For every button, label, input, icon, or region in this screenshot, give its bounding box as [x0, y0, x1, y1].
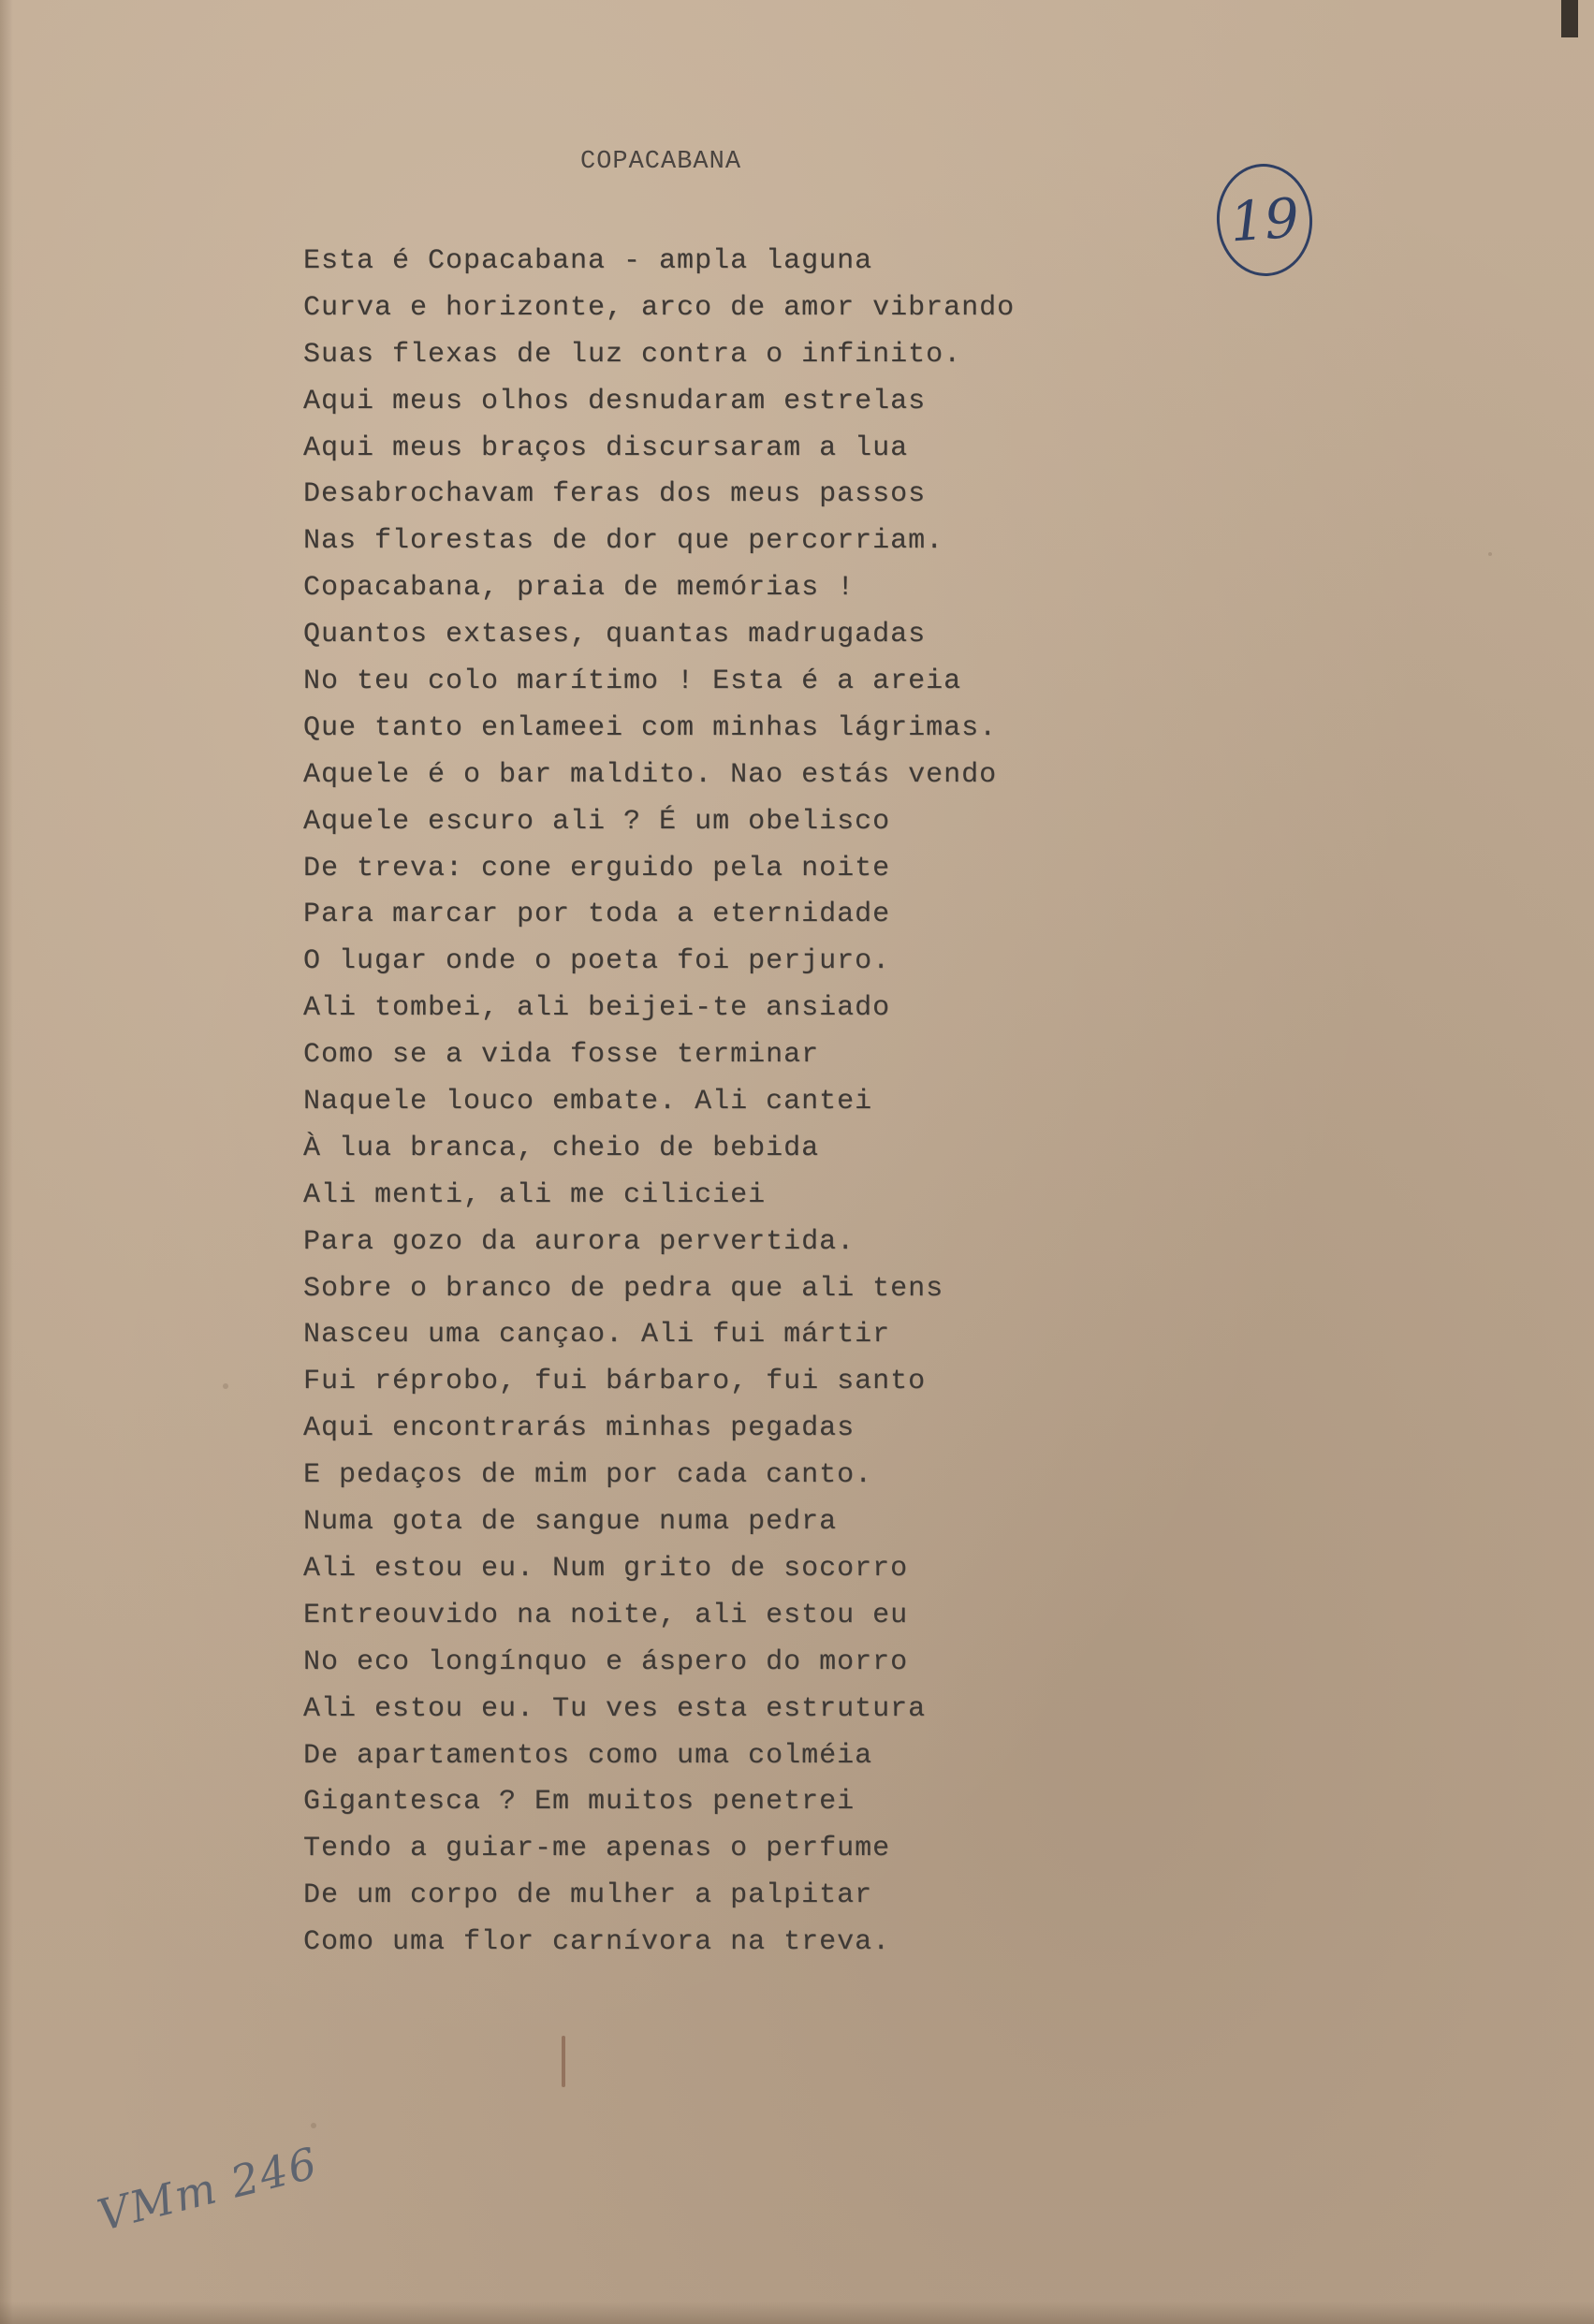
poem-line: Quantos extases, quantas madrugadas: [303, 619, 927, 651]
poem-title: COPACABANA: [580, 148, 742, 176]
page-number-circle: [1213, 161, 1316, 280]
poem-line: Fui réprobo, fui bárbaro, fui santo: [303, 1366, 927, 1398]
poem-line: Numa gota de sangue numa pedra: [303, 1506, 838, 1539]
poem-line: Copacabana, praia de memórias !: [303, 572, 855, 605]
poem-line: Nasceu uma cançao. Ali fui mártir: [303, 1319, 891, 1352]
poem-line: Como uma flor carnívora na treva.: [303, 1926, 891, 1959]
poem-line: De um corpo de mulher a palpitar: [303, 1879, 873, 1912]
poem-line: O lugar onde o poeta foi perjuro.: [303, 945, 891, 978]
catalog-note: VMm 246: [92, 2137, 324, 2241]
poem-line: Aqui meus braços discursaram a lua: [303, 431, 909, 464]
poem-line: De apartamentos como uma colméia: [303, 1739, 873, 1772]
paper-speck: [311, 2123, 316, 2128]
page-number: 19: [1227, 185, 1302, 255]
poem-line: Naquele louco embate. Ali cantei: [303, 1086, 873, 1118]
poem-line: Ali menti, ali me ciliciei: [303, 1178, 767, 1211]
poem-line: Sobre o branco de pedra que ali tens: [303, 1272, 944, 1305]
paper-speck: [1488, 552, 1492, 556]
poem-line: Aqui meus olhos desnudaram estrelas: [303, 385, 927, 417]
poem-line: Aquele é o bar maldito. Nao estás vendo: [303, 758, 998, 791]
poem-line: Ali estou eu. Tu ves esta estrutura: [303, 1692, 927, 1725]
poem-line: E pedaços de mim por cada canto.: [303, 1459, 873, 1492]
poem-line: Entreouvido na noite, ali estou eu: [303, 1599, 909, 1631]
poem-line: À lua branca, cheio de bebida: [303, 1132, 820, 1164]
poem-line: Gigantesca ? Em muitos penetrei: [303, 1786, 855, 1819]
ink-mark: [562, 2036, 565, 2087]
poem-line: Aquele escuro ali ? É um obelisco: [303, 805, 891, 838]
paper-edge-left: [0, 0, 13, 2324]
poem-line: No eco longínquo e áspero do morro: [303, 1645, 909, 1678]
poem-line: Suas flexas de luz contra o infinito.: [303, 338, 962, 371]
poem-body: [303, 239, 1015, 1966]
paper-speck: [223, 1383, 228, 1389]
poem-line: Curva e horizonte, arco de amor vibrando: [303, 291, 1016, 324]
poem-line: De treva: cone erguido pela noite: [303, 852, 891, 884]
poem-line: Desabrochavam feras dos meus passos: [303, 478, 927, 511]
poem-line: Aqui encontrarás minhas pegadas: [303, 1412, 855, 1445]
poem-line: Ali estou eu. Num grito de socorro: [303, 1552, 909, 1585]
paper-edge-bottom: [0, 2302, 1594, 2324]
poem-line: Como se a vida fosse terminar: [303, 1039, 820, 1072]
poem-line: Ali tombei, ali beijei-te ansiado: [303, 992, 891, 1025]
poem-line: Que tanto enlameei com minhas lágrimas.: [303, 711, 998, 744]
poem-line: Para gozo da aurora pervertida.: [303, 1225, 855, 1258]
corner-clip-mark: [1561, 0, 1578, 37]
poem-line: Esta é Copacabana - ampla laguna: [303, 245, 873, 277]
poem-line: Tendo a guiar-me apenas o perfume: [303, 1833, 891, 1865]
poem-line: No teu colo marítimo ! Esta é a areia: [303, 665, 962, 698]
poem-line: Para marcar por toda a eternidade: [303, 899, 891, 931]
poem-line: Nas florestas de dor que percorriam.: [303, 525, 944, 558]
